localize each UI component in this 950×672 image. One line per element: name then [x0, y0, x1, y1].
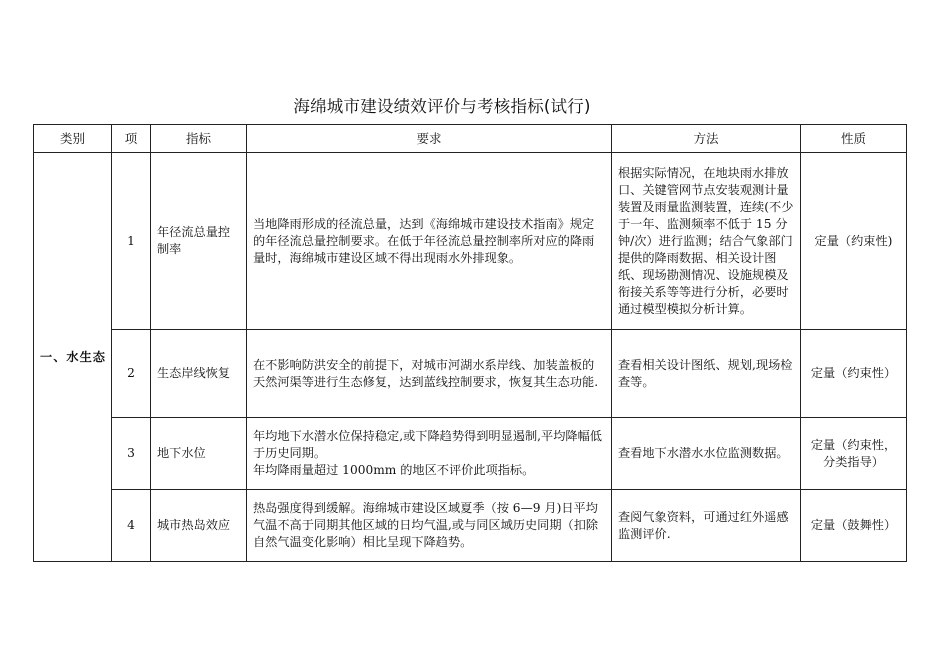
category-cell: 一、水生态 — [34, 153, 112, 562]
document-title: 海绵城市建设绩效评价与考核指标(试行) — [293, 97, 591, 116]
header-category: 类别 — [34, 125, 112, 153]
indicator-name: 城市热岛效应 — [151, 490, 247, 562]
item-number: 2 — [112, 330, 151, 418]
requirement-text: 当地降雨形成的径流总量，达到《海绵城市建设技术指南》规定的年径流总量控制要求。在低于年径流总量控制率所对应的降雨量时，海绵城市建设区域不得出现雨水外排现象。 — [247, 153, 612, 330]
header-item: 项 — [112, 125, 151, 153]
item-number: 4 — [112, 490, 151, 562]
requirement-text: 热岛强度得到缓解。海绵城市建设区域夏季（按 6—9 月)日平均气温不高于同期其他区域的日均气温,或与同区域历史同期（扣除自然气温变化影响）相比呈现下降趋势。 — [247, 490, 612, 562]
header-nature: 性质 — [801, 125, 907, 153]
nature-text: 定量（鼓舞性） — [801, 490, 907, 562]
indicator-table — [33, 124, 907, 562]
nature-text: 定量（约束性，分类指导） — [801, 418, 907, 490]
table-row — [34, 330, 907, 418]
indicator-name: 年径流总量控制率 — [151, 153, 247, 330]
method-text: 根据实际情况，在地块雨水排放口、关键管网节点安装观测计量装置及雨量监测装置，连续(不少于一年、监测频率不低于 15 分钟/次）进行监测；结合气象部门提供的降雨数据、相关设计图纸、现场勘测情况、设施规模及衔接关系等等进行分析，必要时通过模型模拟分析计算。 — [612, 153, 801, 330]
item-number: 1 — [112, 153, 151, 330]
table-row — [34, 153, 907, 330]
method-text: 查阅气象资料，可通过红外遥感监测评价. — [612, 490, 801, 562]
indicator-name: 生态岸线恢复 — [151, 330, 247, 418]
indicator-name: 地下水位 — [151, 418, 247, 490]
header-method: 方法 — [612, 125, 801, 153]
header-indicator: 指标 — [151, 125, 247, 153]
method-text: 查看地下水潜水水位监测数据。 — [612, 418, 801, 490]
requirement-text: 在不影响防洪安全的前提下，对城市河湖水系岸线、加装盖板的天然河渠等进行生态修复，达到蓝线控制要求，恢复其生态功能. — [247, 330, 612, 418]
item-number: 3 — [112, 418, 151, 490]
table-row — [34, 490, 907, 562]
method-text: 查看相关设计图纸、规划,现场检查等。 — [612, 330, 801, 418]
requirement-text: 年均地下水潜水位保持稳定,或下降趋势得到明显遏制,平均降幅低于历史同期。 年均降雨量超过 1000mm 的地区不评价此项指标。 — [247, 418, 612, 490]
table-row — [34, 418, 907, 490]
nature-text: 定量（约束性) — [801, 153, 907, 330]
table-header-row — [34, 125, 907, 153]
nature-text: 定量（约束性） — [801, 330, 907, 418]
header-requirement: 要求 — [247, 125, 612, 153]
